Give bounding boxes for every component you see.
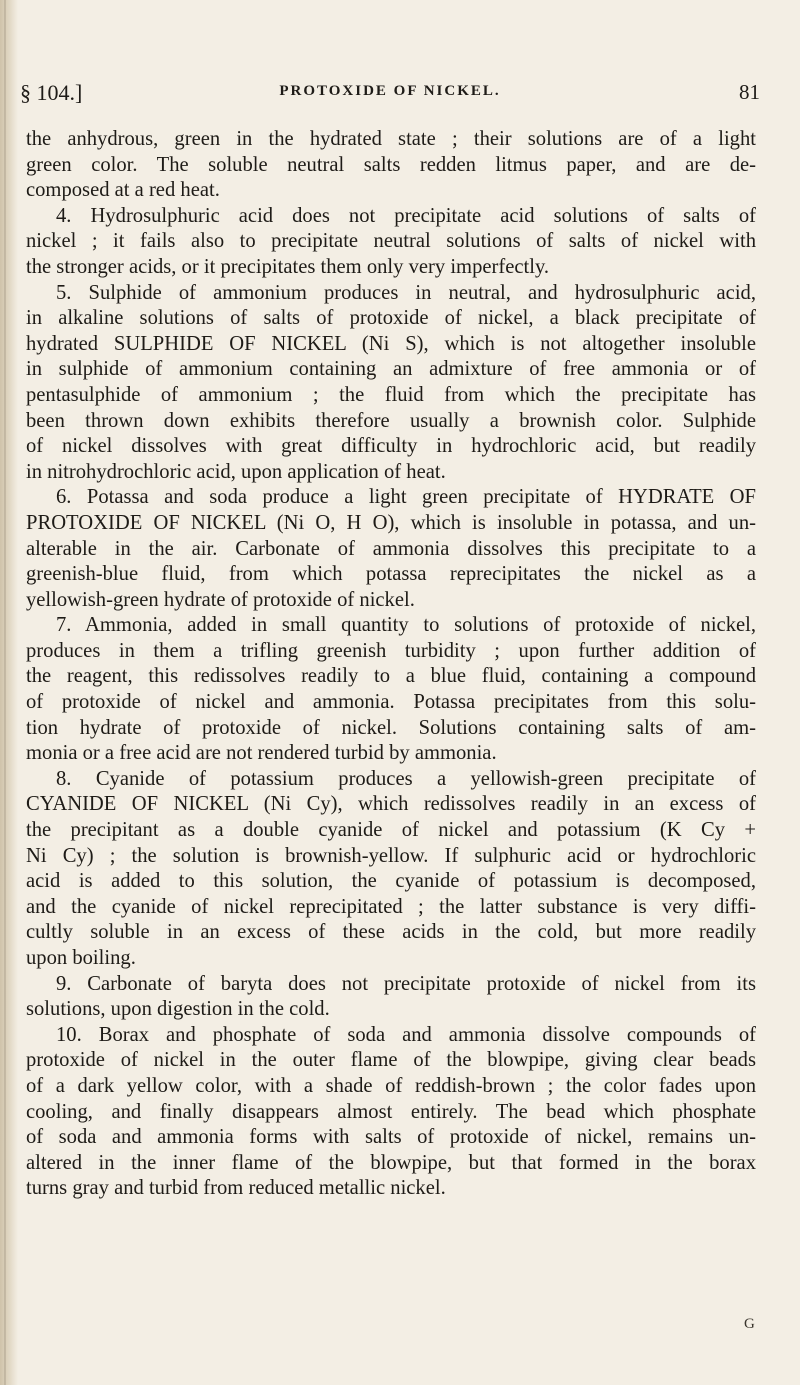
text-line: CYANIDE OF NICKEL (Ni Cy), which redissolves readily in an excess of [26,793,756,816]
text-line: 9. Carbonate of baryta does not precipitate protoxide of nickel from its [56,972,756,995]
text-line: the reagent, this redissolves readily to a blue fluid, containing a compound [26,665,756,688]
text-line: green color. The soluble neutral salts redden litmus paper, and are de- [26,153,756,176]
text-line: and the cyanide of nickel reprecipitated ; the latter substance is very diffi- [26,895,756,918]
text-line: in nitrohydrochloric acid, upon application of heat. [26,460,446,483]
text-line: produces in them a trifling greenish turbidity ; upon further addition of [26,639,756,662]
text-line: tion hydrate of protoxide of nickel. Solutions containing salts of am- [26,716,756,739]
text-line: 4. Hydrosulphuric acid does not precipitate acid solutions of salts of [56,204,756,227]
text-line: of a dark yellow color, with a shade of reddish-brown ; the color fades upon [26,1074,756,1097]
page-number: 81 [739,80,760,104]
text-line: the precipitant as a double cyanide of nickel and potassium (K Cy + [26,819,756,842]
text-line: PROTOXIDE OF NICKEL (Ni O, H O), which is insoluble in potassa, and un- [26,511,756,534]
text-line: Ni Cy) ; the solution is brownish-yellow. If sulphuric acid or hydrochloric [26,844,756,867]
text-line: cultly soluble in an excess of these acids in the cold, but more readily [26,921,756,944]
section-marker: § 104.] [20,80,83,105]
text-line: 10. Borax and phosphate of soda and ammonia dissolve compounds of [56,1023,756,1046]
body-text [26,127,756,1202]
text-line: hydrated SULPHIDE OF NICKEL (Ni S), which is not altogether insoluble [26,332,756,355]
text-line: nickel ; it fails also to precipitate neutral solutions of salts of nickel with [26,230,756,253]
text-line: 7. Ammonia, added in small quantity to solutions of protoxide of nickel, [56,614,756,637]
text-line: yellowish-green hydrate of protoxide of nickel. [26,588,415,611]
page-binding-edge [0,0,18,1385]
text-line: the anhydrous, green in the hydrated state ; their solutions are of a light [26,128,756,150]
text-line: upon boiling. [26,947,136,969]
binding-shadow-line [4,0,6,1385]
text-line: composed at a red heat. [26,179,220,202]
text-line: altered in the inner flame of the blowpipe, but that formed in the borax [26,1151,756,1174]
text-line: greenish-blue fluid, from which potassa reprecipitates the nickel as a [26,563,756,586]
text-line: the stronger acids, or it precipitates them only very imperfectly. [26,255,550,278]
text-line: 6. Potassa and soda produce a light green precipitate of HYDRATE OF [56,486,756,509]
text-line: of protoxide of nickel and ammonia. Potassa precipitates from this solu- [26,691,756,714]
text-line: pentasulphide of ammonium ; the fluid from which the precipitate has [26,383,756,406]
text-line: 5. Sulphide of ammonium produces in neutral, and hydrosulphuric acid, [56,281,756,304]
text-line: in sulphide of ammonium containing an admixture of free ammonia or of [26,358,756,381]
text-line: been thrown down exhibits therefore usually a brownish color. Sulphide [26,409,756,432]
running-title: PROTOXIDE OF NICKEL. [279,83,501,99]
text-line: protoxide of nickel in the outer flame of the blowpipe, giving clear beads [26,1049,756,1072]
text-line: in alkaline solutions of salts of protoxide of nickel, a black precipitate of [26,307,756,330]
text-line: 8. Cyanide of potassium produces a yellowish-green precipitate of [56,767,756,790]
text-line: solutions, upon digestion in the cold. [26,998,330,1021]
text-line: turns gray and turbid from reduced metallic nickel. [26,1177,446,1200]
text-line: of soda and ammonia forms with salts of protoxide of nickel, remains un- [26,1126,756,1149]
signature-mark: G [744,1316,755,1332]
text-line: acid is added to this solution, the cyanide of potassium is decomposed, [26,870,756,893]
text-line: of nickel dissolves with great difficulty in hydrochloric acid, but readily [26,435,756,458]
running-header [20,80,760,110]
text-line: alterable in the air. Carbonate of ammonia dissolves this precipitate to a [26,537,756,560]
text-line: monia or a free acid are not rendered turbid by ammonia. [26,742,497,765]
text-line: cooling, and finally disappears almost entirely. The bead which phosphate [26,1100,756,1123]
